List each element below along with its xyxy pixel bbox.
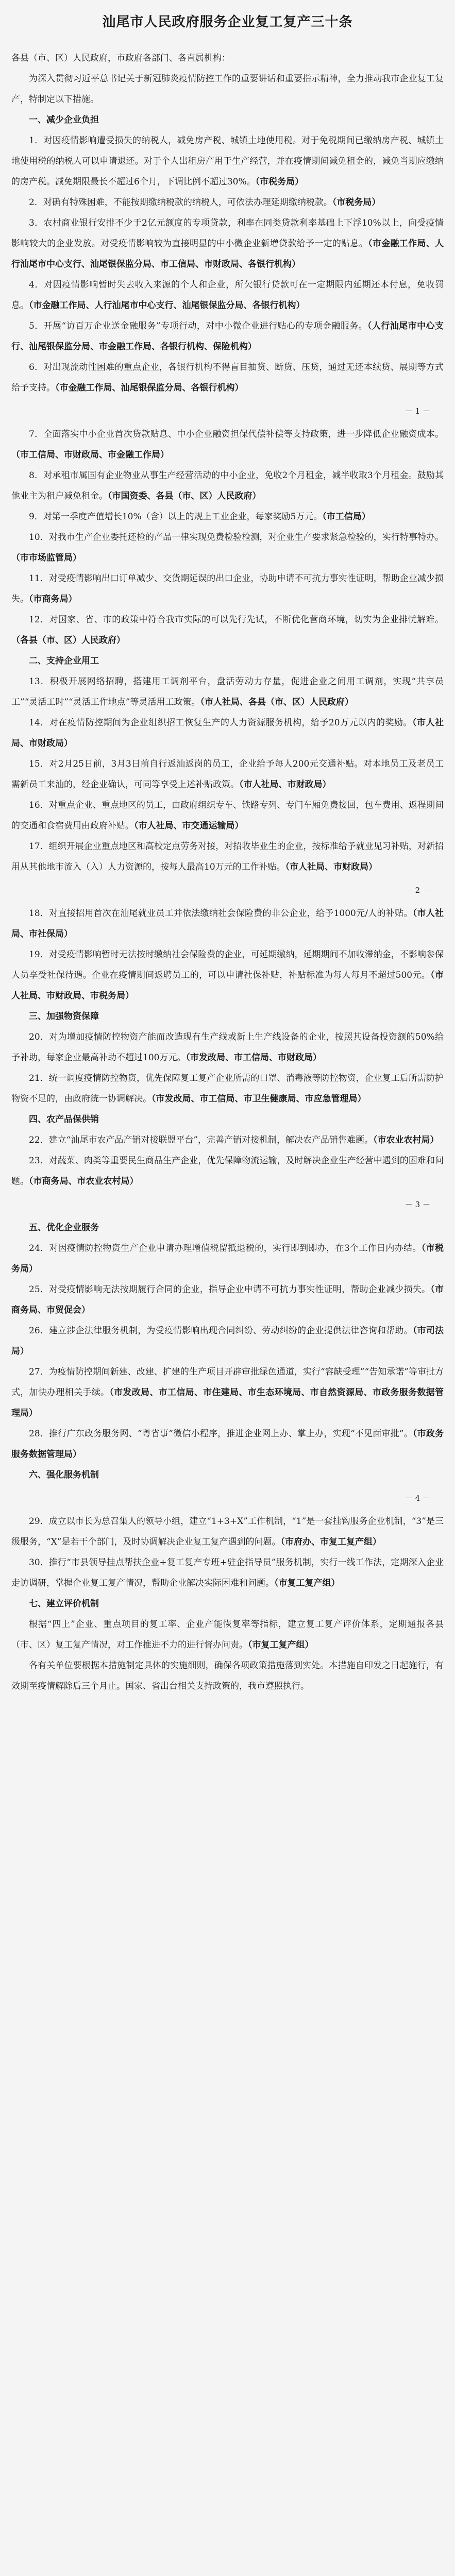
- measure-item: [11, 1238, 444, 1279]
- section-heading: 五、优化企业服务: [29, 1223, 99, 1233]
- measure-text: 21．统一调度疫情防控物资，优先保障复工复产企业所需的口罩、消毒液等防控物资，企业复工后所需防护物资不足的，由政府统一协调解决。: [11, 1073, 444, 1104]
- responsible-units: （市政务服务数据管理局）: [11, 1429, 444, 1460]
- page-number: － 2 －: [405, 886, 430, 895]
- measure-text: 29．成立以市长为总召集人的领导小组，建立“1+3+X”工作机制，“1”是一套挂钩服务企业机制，“3”是三级服务，“X”是若干个部门，及时协调解决企业复工复产遇到的问题。: [11, 1516, 444, 1547]
- measure-item: [11, 754, 444, 795]
- section-heading: 三、加强物资保障: [29, 1011, 99, 1022]
- responsible-units: （人行汕尾市中心支行、汕尾银保监分局、市金融工作局、各银行机构、保险机构）: [11, 321, 444, 352]
- measure-item: [11, 527, 444, 568]
- responsible-units: （市金融工作局、人行汕尾市中心支行、汕尾银保监分局、各银行机构）: [29, 300, 305, 311]
- responsible-units: （市发改局、市工信局、市住建局、市生态环境局、市自然资源局、市政务服务数据管理局）: [11, 1387, 444, 1418]
- measure-item: [11, 357, 444, 398]
- section-heading: 七、建立评价机制: [29, 1599, 99, 1609]
- measure-text: 7．全面落实中小企业首次贷款贴息、中小企业融资担保代偿补偿等支持政策，进一步降低企业融资成本。: [29, 429, 444, 439]
- responsible-units: （市商务局、市农业农村局）: [29, 1176, 139, 1187]
- measure-item: [11, 836, 444, 877]
- measure-text: 14．对在疫情防控期间为企业组织招工恢复生产的人力资源服务机构，给予20万元以内的奖励。: [29, 718, 413, 728]
- responsible-units: （市农业农村局）: [373, 1135, 439, 1145]
- measure-item: [11, 1655, 444, 1697]
- responsible-units: （市工信局）: [322, 512, 370, 522]
- measure-text: 8．对承租市属国有企业物业从事生产经营活动的中小企业，免收2个月租金，减半收取3个月租金。鼓励其他业主为租户减免租金。: [11, 470, 444, 501]
- measure-item: [11, 1027, 444, 1068]
- measure-item: [11, 192, 444, 213]
- responsible-units: （市司法局）: [11, 1326, 444, 1357]
- measure-item: [11, 1362, 444, 1423]
- document-body: [11, 110, 444, 1697]
- section-heading: 一、减少企业负担: [29, 115, 99, 125]
- measure-text: 19．对受疫情影响暂时无法按时缴纳社会保险费的企业，可延期缴纳，延期期间不加收滞纳金，不影响参保人员享受社保待遇。企业在疫情期间返聘员工的，可以申请社保补贴，补贴标准为每人每月不超过500元。: [11, 950, 444, 980]
- measure-item: [11, 1423, 444, 1465]
- section-heading: 二、支持企业用工: [29, 656, 99, 666]
- measure-text: 11．对受疫情影响出口订单减少、交货期延误的出口企业，协助申请不可抗力事实性证明，帮助企业减少损失。: [11, 573, 444, 604]
- responsible-units: （市府办、市复工复产组）: [280, 1537, 381, 1547]
- responsible-units: （市税务局）: [11, 1243, 444, 1274]
- measure-item: [11, 713, 444, 754]
- measure-item: [11, 316, 444, 357]
- measure-item: [11, 795, 444, 836]
- responsible-units: （市商务局、市贸促会）: [11, 1284, 444, 1315]
- responsible-units: （市人社局、市社保局）: [11, 908, 444, 939]
- responsible-units: （市工信局、市财政局、市金融工作局）: [11, 450, 169, 460]
- measure-text: 25．对受疫情影响无法按期履行合同的企业，指导企业申请不可抗力事实性证明，帮助企业减少损失。: [29, 1284, 431, 1295]
- responsible-units: （市国资委、各县（市、区）人民政府）: [108, 491, 261, 501]
- measure-text: 4．对因疫情影响暂时失去收入来源的个人和企业，所欠银行贷款可在一定期限内延期还本付息，免收罚息。: [11, 280, 444, 311]
- measure-item: [11, 1130, 444, 1150]
- measure-text: 12．对国家、省、市的政策中符合我市实际的可以先行先试，不断优化营商环境，切实为企业排忧解难。: [29, 615, 444, 625]
- measure-text: 20．对为增加疫情防控物资产能而改造现有生产线或新上生产线设备的企业，按照其设备投资额的50%给予补助，每家企业最高补助不超过100万元。: [11, 1032, 444, 1063]
- responsible-units: （市金融工作局、汕尾银保监分局、各银行机构）: [55, 383, 244, 393]
- responsible-units: （各县（市、区）人民政府）: [11, 635, 125, 646]
- salutation: 各县（市、区）人民政府，市政府各部门、各直属机构：: [11, 53, 230, 63]
- measure-text: 16．对重点企业、重点地区的员工，由政府组织专车、铁路专列、专门车厢免费接回，包车费用、返程期间的交通和食宿费用由政府补贴。: [11, 800, 444, 831]
- measure-text: 10．对我市生产企业委托还检的产品一律实现免费检验检测，对企业生产要求紧急检验的，实行特事特办。: [29, 532, 444, 543]
- measure-item: [11, 1511, 444, 1552]
- measure-item: [11, 903, 444, 944]
- document-title: 汕尾市人民政府服务企业复工复产三十条: [102, 14, 353, 30]
- responsible-units: （市人社局、市交通运输局）: [134, 821, 244, 831]
- measure-text: 28．推行广东政务服务网、“粤省事”微信小程序，推进企业网上办、掌上办，实现“不见面审批”。: [29, 1429, 413, 1439]
- measure-item: [11, 568, 444, 609]
- responsible-units: （市商务局）: [29, 594, 77, 604]
- responsible-units: （市人社局、市财政局）: [239, 779, 331, 790]
- page-number: － 4 －: [405, 1494, 430, 1503]
- measure-item: [11, 1320, 444, 1362]
- measure-text: 17．组织开展企业重点地区和高校定点劳务对接，对招收毕业生的企业，按标准给予就业见习补贴，对新招用从其他地市流入（入）人力资源的，按每人最高10万元的工作补贴。: [11, 841, 444, 872]
- measure-item: [11, 944, 444, 1006]
- responsible-units: （市税务局）: [255, 177, 304, 187]
- responsible-units: （市发改局、市工信局、市卫生健康局、市应急管理局）: [151, 1094, 366, 1104]
- page-number: － 1 －: [405, 406, 430, 416]
- responsible-units: （市人社局、市财政局、市税务局）: [11, 970, 444, 1001]
- measure-text: 1．对因疫情影响遭受损失的纳税人，减免房产税、城镇土地使用税。对于免税期间已缴纳房产税、城镇土地使用税的纳税人可以申请退还。对于个人出租房产用于生产经营，并在疫情期间减免租金的，减免当期应缴纳的房产税。减免期限最长不超过6个月，下调比例不超过30%。: [11, 135, 444, 187]
- measure-item: [11, 1552, 444, 1594]
- responsible-units: （市复工复产组）: [248, 1640, 314, 1650]
- measure-text: 2．对确有特殊困难，不能按期缴纳税款的纳税人，可依法办理延期缴纳税款。: [29, 197, 332, 208]
- measure-text: 3．农村商业银行安排不少于2亿元额度的专项贷款，利率在同类贷款利率基础上下浮10%以上，向受疫情影响较大的企业发放。对受疫情影响较为直接明显的中小微企业新增贷款给予一定的贴息。: [11, 218, 444, 249]
- section-heading: 六、强化服务机制: [29, 1470, 99, 1480]
- responsible-units: （市金融工作局、人行汕尾市中心支行、汕尾银保监分局、市工信局、市财政局、各银行机构）: [11, 239, 444, 269]
- measure-item: [11, 1150, 444, 1192]
- measure-item: [11, 1279, 444, 1320]
- measure-item: [11, 424, 444, 465]
- measure-text: 26．建立涉企法律服务机制，为受疫情影响出现合同纠纷、劳动纠纷的企业提供法律咨询和帮助。: [29, 1326, 413, 1336]
- responsible-units: （市市场监管局）: [11, 553, 81, 563]
- measure-text: 18．对直接招用首次在汕尾就业员工并依法缴纳社会保险费的非公企业，给予1000元/人的补贴。: [29, 908, 413, 919]
- measure-item: [11, 213, 444, 275]
- responsible-units: （市税务局）: [332, 197, 381, 208]
- measure-text: 9．对第一季度产值增长10%（含）以上的规上工业企业，每家奖励5万元。: [29, 512, 323, 522]
- responsible-units: （市发改局、市工信局、市财政局）: [186, 1053, 322, 1063]
- measure-text: 27．为疫情防控期间新建、改建、扩建的生产项目开辟审批绿色通道，实行“容缺受理”“告知承诺”等审批方式，加快办理相关手续。: [11, 1367, 444, 1398]
- measure-text: 23．对蔬菜、肉类等重要民生商品生产企业，优先保障物流运输，及时解决企业生产经营中遇到的困难和问题。: [11, 1156, 444, 1187]
- measure-text: 各有关单位要根据本措施制定具体的实施细则，确保各项政策措施落到实处。本措施自印发之日起施行，有效期至疫情解除后三个月止。国家、省出台相关支持政策的，我市遵照执行。: [11, 1660, 444, 1691]
- measure-text: 30．推行“市县领导挂点帮扶企业+复工复产专班+驻企指导员”服务机制，实行一线工作法，定期深入企业走访调研，掌握企业复工复产情况，帮助企业解决实际困难和问题。: [11, 1557, 444, 1588]
- measure-item: [11, 506, 444, 527]
- responsible-units: （市复工复产组）: [274, 1578, 340, 1588]
- measure-item: [11, 609, 444, 651]
- responsible-units: （市人社局、市财政局）: [285, 862, 378, 872]
- measure-item: [11, 671, 444, 713]
- section-heading: 四、农产品保供销: [29, 1114, 99, 1125]
- measure-item: [11, 275, 444, 316]
- responsible-units: （市人社局、各县（市、区）人民政府）: [200, 697, 353, 707]
- page-number: － 3 －: [405, 1200, 430, 1209]
- measure-text: 24．对因疫情防控物资生产企业申请办理增值税留抵退税的，实行即到即办，在3个工作日内办结。: [29, 1243, 422, 1253]
- measure-item: [11, 1068, 444, 1109]
- measure-text: 22．建立“汕尾市农产品产销对接联盟平台”，完善产销对接机制，解决农产品销售难题。: [29, 1135, 374, 1145]
- measure-text: 根据“四上”企业、重点项目的复工率、企业产能恢复率等指标，建立复工复产评价体系，定期通报各县（市、区）复工复产情况，对工作推进不力的进行督办问责。: [11, 1619, 444, 1650]
- measure-text: 15．对2月25日前，3月3日前自行返汕返岗的员工，企业给予每人200元交通补贴。对本地员工及老员工需新员工来汕的，经企业确认，可同等享受上述补贴政策。: [11, 759, 444, 790]
- measure-item: [11, 1614, 444, 1655]
- measure-text: 6．对出现流动性困难的重点企业，各银行机构不得盲目抽贷、断贷、压贷，通过无还本续贷、展期等方式给予支持。: [11, 362, 444, 393]
- measure-item: [11, 130, 444, 192]
- intro-paragraph: 为深入贯彻习近平总书记关于新冠肺炎疫情防控工作的重要讲话和重要指示精神，全力推动我市企业复工复产，特制定以下措施。: [11, 74, 444, 105]
- responsible-units: （市人社局、市财政局）: [11, 718, 444, 749]
- measure-text: 5．开展“访百万企业送金融服务”专项行动，对中小微企业进行贴心的专项金融服务。: [29, 321, 368, 331]
- measure-text: 13．积极开展网络招聘，搭建用工调剂平台，盘活劳动力存量，促进企业之间用工调剂，实现“共享员工”“灵活工时”“灵活工作地点”等灵活用工政策。: [11, 676, 444, 707]
- measure-item: [11, 465, 444, 506]
